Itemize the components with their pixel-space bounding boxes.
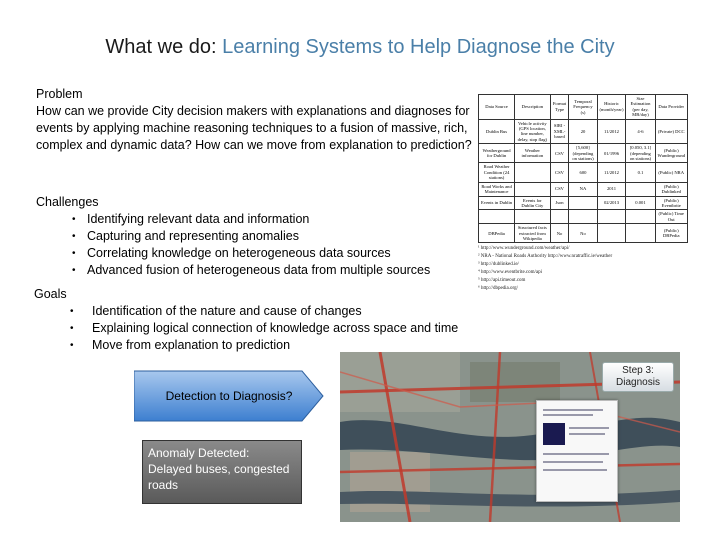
table-cell: (Public) Time Out (655, 210, 688, 224)
table-cell: Structured facts extracted from Wikipedia (515, 224, 551, 243)
table-cell (597, 224, 626, 243)
table-cell: No (569, 224, 597, 243)
page-title (0, 36, 720, 59)
reference-line: ⁴ http://www.eventbrite.com/api (478, 270, 543, 276)
table-cell: 0.001 (626, 196, 655, 210)
list-item: • Identification of the nature and cause of changes (70, 303, 494, 320)
table-cell (569, 210, 597, 224)
table-header: Data Source (479, 95, 515, 120)
table-header: Format Type (550, 95, 569, 120)
table-cell: DBPedia (479, 224, 515, 243)
table-references (478, 245, 688, 293)
table-cell: CSV (550, 182, 569, 196)
table-cell: (Public) DBPedia (655, 224, 688, 243)
goals-list (70, 303, 494, 354)
table-cell: (Public) Wunderground (655, 144, 688, 163)
table-header: Description (515, 95, 551, 120)
table-cell: 02/2013 (597, 196, 626, 210)
arrow-label: Detection to Diagnosis? (165, 389, 293, 403)
table-cell: SIRI - XML-based (550, 119, 569, 144)
list-item: • Advanced fusion of heterogeneous data from multiple sources (72, 262, 476, 279)
table-cell: Events for Dublin City (515, 196, 551, 210)
table-row (479, 119, 688, 144)
data-sources-table (478, 94, 688, 243)
table-cell: 0.1 (626, 163, 655, 182)
table-header: Historic (month/year) (597, 95, 626, 120)
title-accent: Learning Systems to Help Diagnose the City (222, 36, 615, 58)
table-cell (479, 210, 515, 224)
reference-line: ⁶ http://dbpedia.org/ (478, 286, 518, 292)
table-cell: (Public) Dublinked (655, 182, 688, 196)
reference-line: ² NRA - National Roads Authority http://www.nratraffic.ie/weather (478, 254, 613, 260)
table-row (479, 210, 688, 224)
table-cell (626, 182, 655, 196)
reference-line: ⁵ http://api.timeout.com (478, 278, 526, 284)
table-cell (626, 224, 655, 243)
problem-text: How can we provide City decision makers with explanations and diagnoses for events by applying machine reasoning techniques to a fusion of massive, rich, complex and dynamic data? How can we move from explanation to prediction? (36, 104, 472, 152)
title-prefix: What we do: (105, 36, 223, 58)
list-item: • Correlating knowledge on heterogeneous data sources (72, 245, 476, 262)
table-cell: Weather information (515, 144, 551, 163)
challenges-section (36, 194, 476, 279)
table-row (479, 163, 688, 182)
table-cell: [5,600] (depending on stations) (569, 144, 597, 163)
reference-line: ³ http://dublinked.ie/ (478, 262, 519, 268)
challenges-list (72, 211, 476, 279)
anomaly-box: Anomaly Detected: Delayed buses, congested roads (142, 440, 302, 504)
table-cell: No (550, 224, 569, 243)
table-cell: Events in Dublin (479, 196, 515, 210)
popup-photo-icon (543, 423, 565, 445)
data-sources-table-image (478, 94, 688, 293)
table-cell (515, 182, 551, 196)
table-row (479, 182, 688, 196)
table-cell: 2011 (597, 182, 626, 196)
table-cell: 11/2012 (597, 163, 626, 182)
table-cell: 11/2012 (597, 119, 626, 144)
table-header: Size Estimation (per day, MB/day) (626, 95, 655, 120)
table-cell: Road Weather Condition (24 stations) (479, 163, 515, 182)
map-popup (536, 400, 618, 502)
table-row (479, 144, 688, 163)
list-item: • Explaining logical connection of knowledge across space and time (70, 320, 494, 337)
table-row (479, 196, 688, 210)
table-cell (569, 196, 597, 210)
table-cell (515, 163, 551, 182)
table-cell: (Public) NRA (655, 163, 688, 182)
reference-line: ¹ http://www.wunderground.com/weather/api/ (478, 246, 570, 252)
table-cell (550, 210, 569, 224)
list-item: • Move from explanation to prediction (70, 337, 494, 354)
step-badge (602, 362, 674, 392)
table-cell: Vehicle activity (GPS location, line number, delay, stop flag) (515, 119, 551, 144)
table-row (479, 224, 688, 243)
goals-heading: Goals (34, 287, 67, 301)
table-cell: Dublin Bus (479, 119, 515, 144)
table-cell: Weatherground for Dublin (479, 144, 515, 163)
problem-section (36, 86, 476, 154)
table-cell: CSV (550, 163, 569, 182)
table-cell: (Public) Eventbrite (655, 196, 688, 210)
goals-section (34, 286, 494, 354)
challenges-heading: Challenges (36, 195, 99, 209)
step-sub: Diagnosis (616, 377, 660, 388)
city-map-image (340, 352, 680, 522)
table-body (479, 119, 688, 243)
list-item: • Capturing and representing anomalies (72, 228, 476, 245)
table-cell (626, 210, 655, 224)
table-cell: [0.050, 3.1] (depending on stations) (626, 144, 655, 163)
table-cell: 01/1996 (597, 144, 626, 163)
table-cell: NA (569, 182, 597, 196)
table-cell (597, 210, 626, 224)
table-cell: 4-6 (626, 119, 655, 144)
table-cell: CSV (550, 144, 569, 163)
table-cell: 600 (569, 163, 597, 182)
table-header-row (479, 95, 688, 120)
table-cell: 20 (569, 119, 597, 144)
table-cell (515, 210, 551, 224)
table-cell: (Private) DCC (655, 119, 688, 144)
table-header: Data Provider (655, 95, 688, 120)
table-header: Temporal Frequency (s) (569, 95, 597, 120)
list-item: • Identifying relevant data and information (72, 211, 476, 228)
table-cell: Json (550, 196, 569, 210)
step-label: Step 3: (622, 365, 654, 376)
problem-heading: Problem (36, 87, 83, 101)
table-cell: Road Works and Maintenance (479, 182, 515, 196)
